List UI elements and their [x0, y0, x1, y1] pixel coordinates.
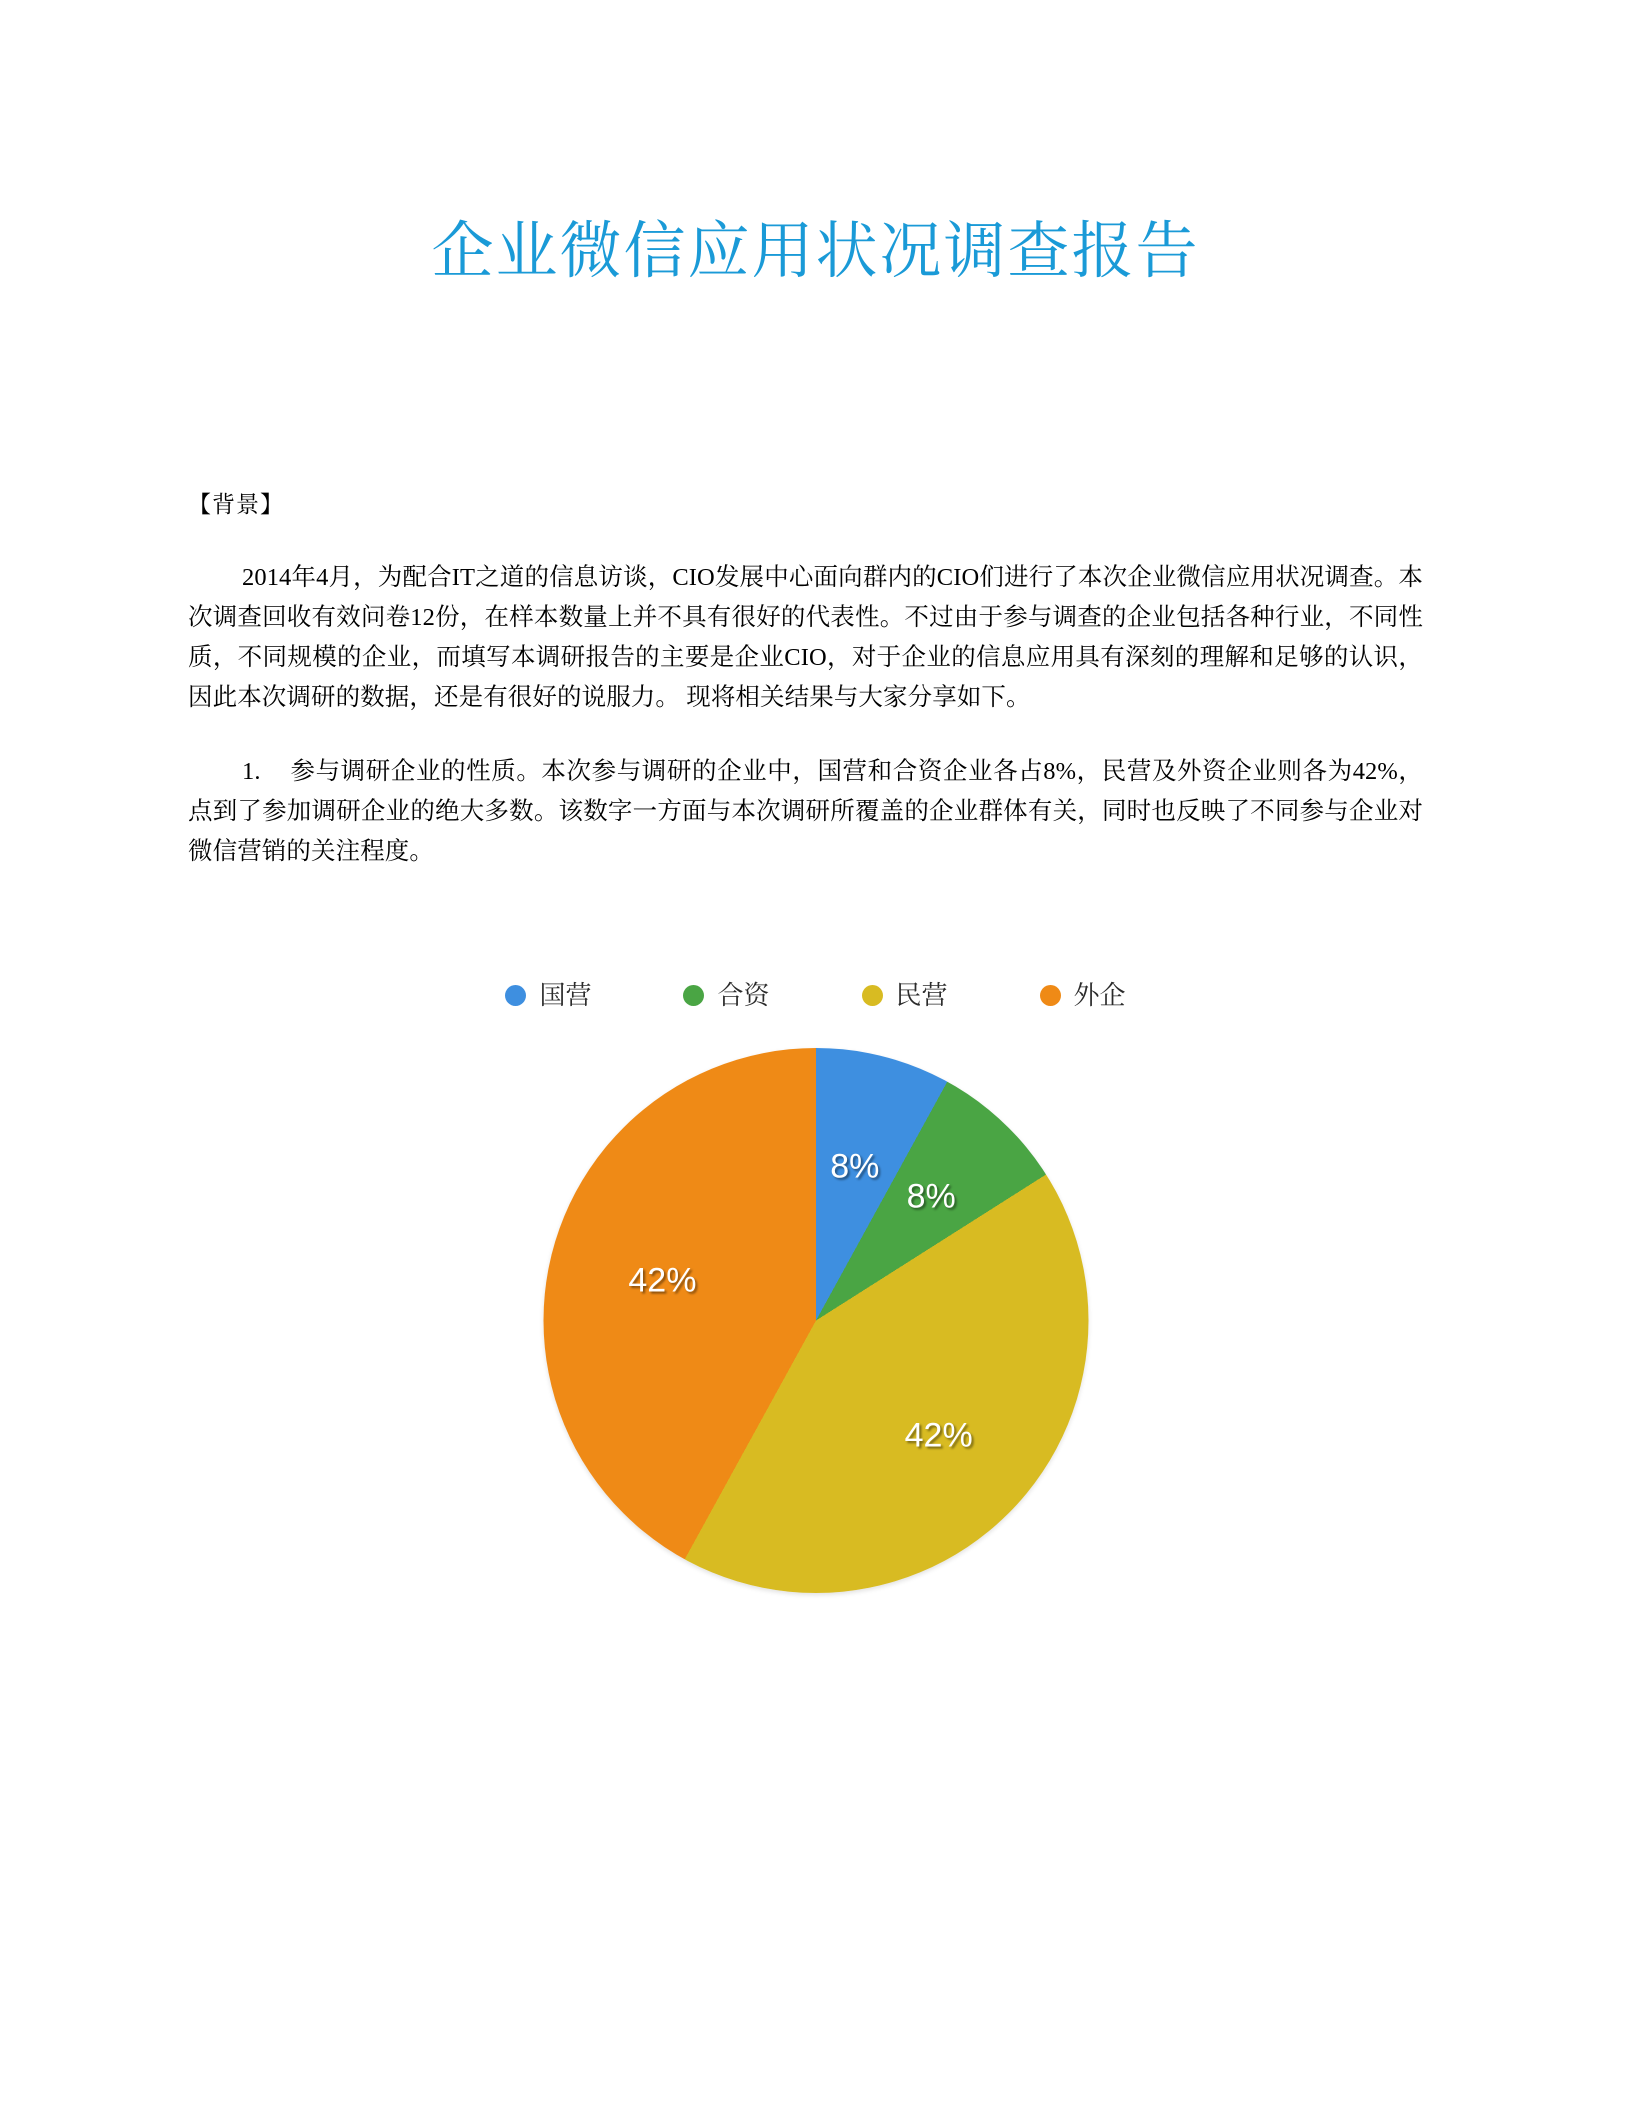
legend-item-hezi	[683, 982, 769, 1008]
legend-label-waiqi: 外企	[1073, 980, 1126, 1010]
section-heading-background: 【背景】	[188, 492, 284, 517]
legend-label-hezi: 合资	[717, 980, 770, 1010]
chart-legend	[0, 960, 1631, 1030]
legend-color-swatch-guoying	[505, 985, 526, 1006]
pie-slice-label-waiqi: 42%	[628, 1261, 697, 1300]
legend-color-swatch-minying	[862, 985, 883, 1006]
legend-item-minying	[862, 982, 948, 1008]
document-body	[188, 488, 1423, 906]
legend-color-swatch-waiqi	[1040, 985, 1061, 1006]
legend-item-waiqi	[1040, 982, 1126, 1008]
pie-slice-label-minying: 42%	[904, 1416, 973, 1455]
legend-item-guoying	[505, 982, 591, 1008]
legend-label-minying: 民营	[895, 980, 948, 1010]
legend-label-guoying: 国营	[539, 980, 592, 1010]
pie-slice-label-guoying: 8%	[830, 1147, 880, 1186]
pie-chart-figure	[0, 960, 1631, 1740]
list-item-1-number: 1.	[242, 758, 261, 785]
list-item-1	[188, 752, 1423, 872]
page-title: 企业微信应用状况调查报告	[431, 217, 1200, 286]
paragraph-background	[188, 558, 1423, 718]
list-item-1-text: 参与调研企业的性质。本次参与调研的企业中，国营和合资企业各占8%，民营及外资企业则各为42%，点到了参加调研企业的绝大多数。该数字一方面与本次调研所覆盖的企业群体有关，同时也反映了不同参与企业对微信营销的关注程度。	[188, 758, 1423, 865]
paragraph-background-text: 2014年4月，为配合IT之道的信息访谈，CIO发展中心面向群内的CIO们进行了本次企业微信应用状况调查。本次调查回收有效问卷12份，在样本数量上并不具有很好的代表性。不过由于参与调查的企业包括各种行业，不同性质，不同规模的企业，而填写本调研报告的主要是企业CIO，对于企业的信息应用具有深刻的理解和足够的认识，因此本次调研的数据，还是有很好的说服力。 现将相关结果与大家分享如下。	[188, 564, 1423, 711]
legend-color-swatch-hezi	[683, 985, 704, 1006]
pie-chart	[543, 1048, 1088, 1593]
pie-slice-label-hezi: 8%	[906, 1177, 956, 1216]
pie-disc	[543, 1048, 1088, 1593]
